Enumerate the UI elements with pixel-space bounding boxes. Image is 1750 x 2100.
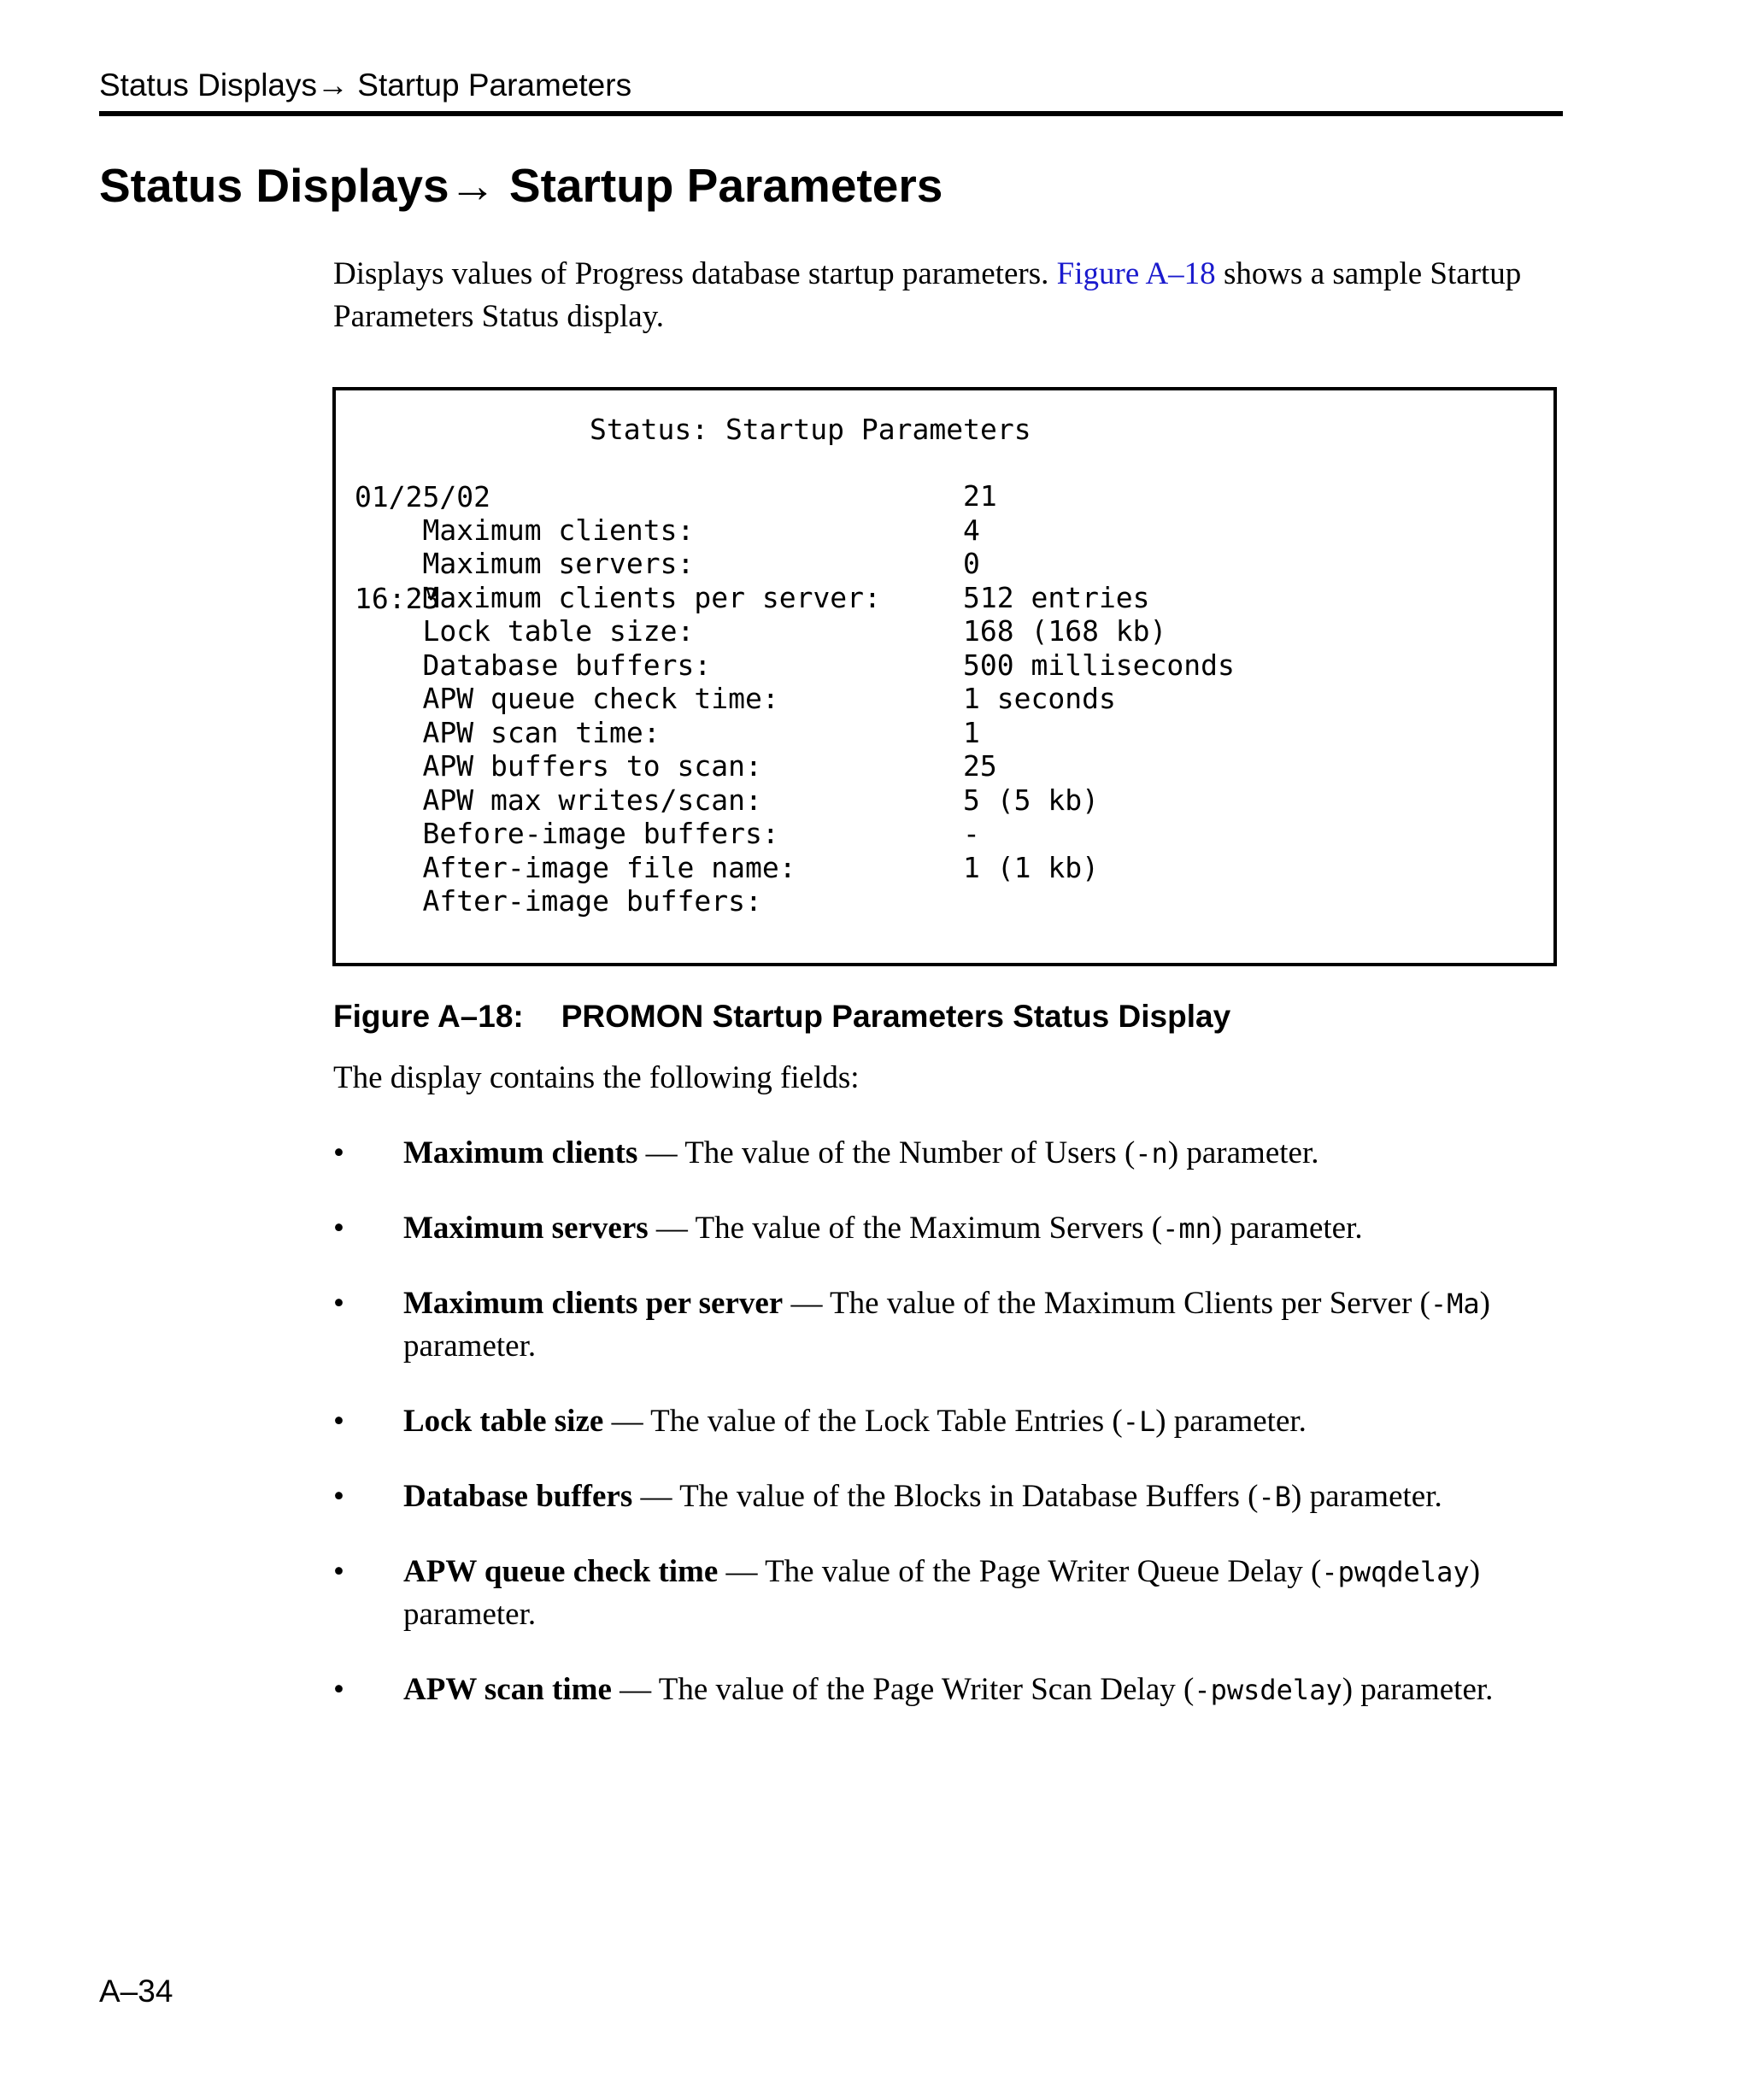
bullet-dot: • xyxy=(333,1672,344,1707)
param-label: Before-image buffers: xyxy=(422,817,779,850)
param-label: Maximum clients per server: xyxy=(422,580,881,614)
intro-text-after: shows a sample Startup Parameters Status display. xyxy=(333,256,1522,334)
bullet-dot: • xyxy=(333,1135,344,1170)
fields-lead-text: The display contains the following fields: xyxy=(333,1060,860,1095)
param-row xyxy=(355,749,997,817)
parameter-code: -B xyxy=(1258,1481,1292,1513)
parameter-code: -n xyxy=(1135,1137,1168,1170)
param-row xyxy=(355,479,997,547)
param-value: 500 milliseconds xyxy=(963,648,1235,682)
bullet-dot: • xyxy=(333,1479,344,1514)
param-row xyxy=(355,850,1099,918)
parameter-code: -Ma xyxy=(1430,1288,1480,1320)
param-value: 1 xyxy=(963,715,980,749)
field-description-end: ) parameter. xyxy=(403,1554,1481,1632)
screen-time: 16:23 xyxy=(355,581,440,615)
param-value: 512 entries xyxy=(963,580,1150,614)
status-display-screen xyxy=(332,387,1557,966)
field-description: — The value of the Page Writer Scan Delay ( xyxy=(611,1672,1195,1707)
running-header: Status Displays→ Startup Parameters xyxy=(99,67,632,103)
field-description-end: ) parameter. xyxy=(1155,1404,1307,1439)
param-row xyxy=(355,817,980,884)
field-description-end: ) parameter. xyxy=(1167,1135,1319,1170)
caption-title: PROMON Startup Parameters Status Display xyxy=(561,999,1231,1034)
list-item xyxy=(333,1207,1564,1250)
field-description: — The value of the Number of Users ( xyxy=(637,1135,1136,1170)
param-label: APW scan time: xyxy=(422,715,661,749)
bullet-dot: • xyxy=(333,1286,344,1321)
param-row xyxy=(355,783,1099,850)
intro-text-before: Displays values of Progress database startup parameters. xyxy=(333,256,1057,291)
field-description: — The value of the Lock Table Entries ( xyxy=(603,1404,1123,1439)
bullet-dot: • xyxy=(333,1554,344,1589)
field-description: — The value of the Maximum Servers ( xyxy=(648,1211,1163,1246)
header-rule xyxy=(99,111,1563,116)
screen-title: Status: Startup Parameters xyxy=(590,413,1031,446)
list-item xyxy=(333,1475,1564,1518)
param-value: 1 seconds xyxy=(963,682,1116,715)
list-item xyxy=(333,1400,1564,1443)
field-description: — The value of the Blocks in Database Buffers ( xyxy=(632,1479,1259,1514)
page-title: Status Displays→ Startup Parameters xyxy=(99,159,943,212)
field-term: Lock table size xyxy=(403,1404,604,1439)
figure-link[interactable]: Figure A–18 xyxy=(1056,256,1216,291)
field-term: APW scan time xyxy=(403,1672,612,1707)
param-value: 21 xyxy=(963,479,997,513)
field-term: Maximum clients per server xyxy=(403,1286,784,1321)
param-row xyxy=(355,682,1116,749)
field-description-end: ) parameter. xyxy=(403,1286,1490,1364)
parameter-code: -mn xyxy=(1162,1212,1212,1245)
field-term: Maximum clients xyxy=(403,1135,638,1170)
list-item xyxy=(333,1132,1564,1175)
param-label: APW max writes/scan: xyxy=(422,783,762,817)
param-value: 25 xyxy=(963,749,997,783)
field-description: — The value of the Maximum Clients per Server ( xyxy=(783,1286,1430,1321)
param-value: 168 (168 kb) xyxy=(963,614,1167,648)
param-value: - xyxy=(963,817,980,850)
field-term: Maximum servers xyxy=(403,1211,649,1246)
field-description-end: ) parameter. xyxy=(1291,1479,1442,1514)
param-label: APW buffers to scan: xyxy=(422,749,762,783)
list-item xyxy=(333,1282,1564,1368)
param-value: 0 xyxy=(963,547,980,580)
screen-date: 01/25/02 xyxy=(355,480,490,513)
page-number: A–34 xyxy=(99,1974,173,2009)
figure-caption xyxy=(333,998,1230,1035)
param-label: After-image buffers: xyxy=(422,884,762,918)
param-label: Lock table size: xyxy=(422,614,695,648)
intro-paragraph xyxy=(333,253,1564,338)
param-value: 5 (5 kb) xyxy=(963,783,1099,817)
field-description-end: ) parameter. xyxy=(1211,1211,1363,1246)
list-item xyxy=(333,1669,1564,1711)
field-description: — The value of the Page Writer Queue Delay ( xyxy=(718,1554,1322,1589)
field-term: APW queue check time xyxy=(403,1554,719,1589)
list-item xyxy=(333,1551,1564,1636)
caption-number: Figure A–18: xyxy=(333,999,524,1034)
parameter-code: -pwsdelay xyxy=(1194,1674,1342,1706)
field-term: Database buffers xyxy=(403,1479,633,1514)
param-label: Maximum servers: xyxy=(422,547,695,580)
param-label: APW queue check time: xyxy=(422,682,779,715)
param-value: 4 xyxy=(963,513,980,547)
param-label: Maximum clients: xyxy=(422,513,695,547)
bullet-dot: • xyxy=(333,1211,344,1246)
field-description-end: ) parameter. xyxy=(1342,1672,1494,1707)
param-label: Database buffers: xyxy=(422,648,712,682)
param-value: 1 (1 kb) xyxy=(963,850,1099,884)
param-row xyxy=(355,513,980,580)
param-label: After-image file name: xyxy=(422,850,796,884)
parameter-code: -pwqdelay xyxy=(1321,1556,1470,1588)
bullet-dot: • xyxy=(333,1404,344,1439)
parameter-code: -L xyxy=(1122,1405,1156,1438)
